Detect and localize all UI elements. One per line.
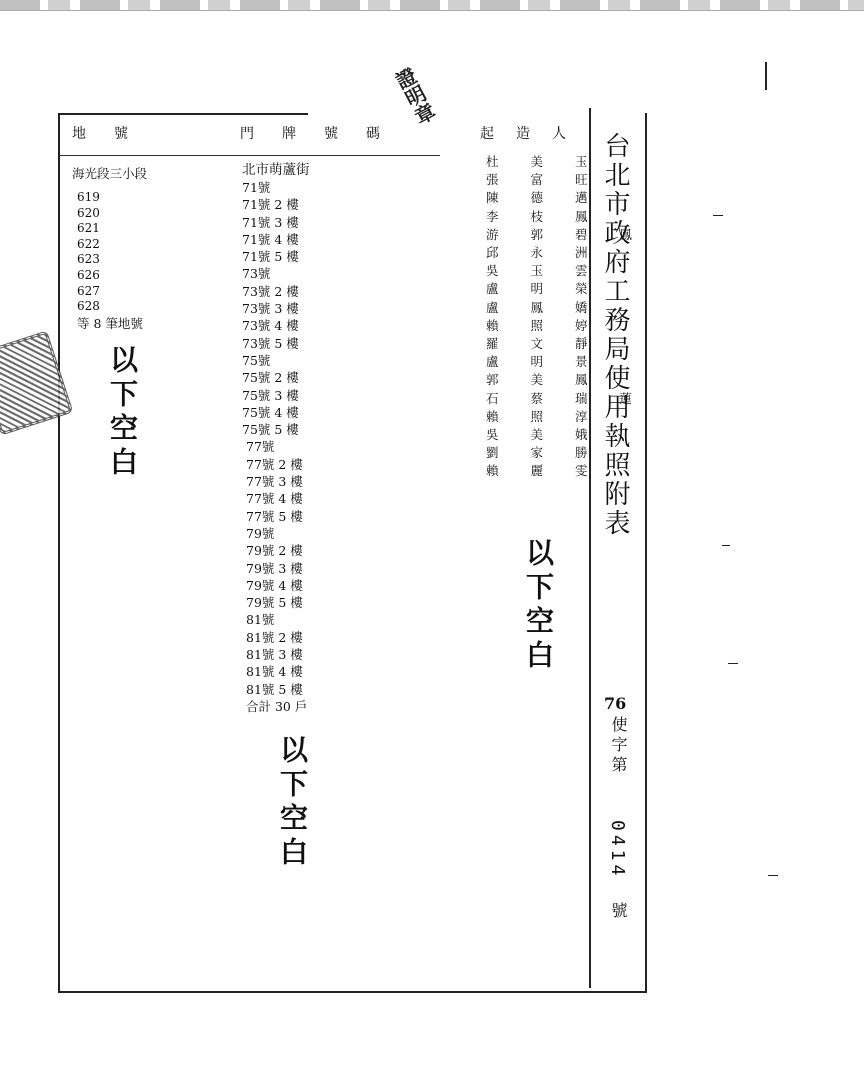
blank-mark-builder: 以下空白 xyxy=(522,538,555,674)
address-row: 73號 3 樓 xyxy=(242,301,299,317)
builder-row: 游 郭 碧 鳳 xyxy=(486,226,646,242)
address-row: 73號 5 樓 xyxy=(242,335,299,351)
address-row: 73號 4 樓 xyxy=(242,318,299,334)
builder-row: 盧 鳳 嬌 xyxy=(486,299,602,315)
blank-mark-address: 以下空白 xyxy=(276,735,309,871)
scan-artifact-top-edge xyxy=(0,0,864,11)
address-row: 73號 xyxy=(242,266,271,282)
address-row: 77號 2 樓 xyxy=(246,456,303,472)
builder-row: 羅 文 靜 xyxy=(486,336,602,352)
lot-number: 626 xyxy=(77,267,100,282)
address-list xyxy=(242,162,310,715)
address-row: 81號 xyxy=(246,612,275,628)
form-top-line xyxy=(58,113,308,115)
scan-mark xyxy=(728,663,738,664)
scan-mark xyxy=(722,545,730,546)
address-row: 81號 2 樓 xyxy=(246,629,303,645)
builder-row: 劉 家 勝 xyxy=(486,445,602,461)
form-title: 台北市政府工務局使用執照附表 xyxy=(600,132,630,538)
address-row: 77號 3 樓 xyxy=(246,474,303,490)
builder-row: 賴 照 淳 xyxy=(486,408,602,424)
lot-section: 海光段三小段 xyxy=(72,166,148,181)
address-row: 79號 4 樓 xyxy=(246,577,303,593)
permit-suffix: 號 xyxy=(609,902,628,922)
address-row: 81號 5 樓 xyxy=(246,681,303,697)
address-row: 79號 xyxy=(246,525,275,541)
address-row: 71號 2 樓 xyxy=(242,197,299,213)
builder-row: 杜 美 玉 xyxy=(486,154,602,169)
address-rows xyxy=(242,179,310,715)
address-row: 71號 3 樓 xyxy=(242,214,299,230)
permit-number: 0414 xyxy=(607,820,628,880)
address-street: 北市萌蘆街 xyxy=(242,162,310,178)
scan-mark xyxy=(713,215,723,216)
builder-row: 盧 明 景 xyxy=(486,354,602,370)
lot-number-list xyxy=(77,190,100,315)
builder-row: 石 蔡 瑞 蓮 xyxy=(486,390,646,406)
address-row: 75號 xyxy=(242,352,271,368)
header-address: 門牌號碼 xyxy=(240,126,408,142)
header-underline xyxy=(60,155,440,156)
lot-number: 622 xyxy=(77,236,100,251)
builder-row: 吳 美 娥 xyxy=(486,427,602,443)
address-row: 81號 4 樓 xyxy=(246,664,303,680)
address-row: 79號 2 樓 xyxy=(246,543,303,559)
builder-row: 李 枝 鳳 xyxy=(486,208,602,224)
address-row: 75號 2 樓 xyxy=(242,370,299,386)
address-row: 77號 xyxy=(246,439,275,455)
scan-mark xyxy=(765,62,767,90)
address-row: 75號 3 樓 xyxy=(242,387,299,403)
address-row: 77號 5 樓 xyxy=(246,508,303,524)
builder-row: 吳 玉 雲 xyxy=(486,263,602,279)
blank-mark-lot: 以下空白 xyxy=(106,345,139,481)
address-row: 71號 xyxy=(242,180,271,195)
address-row: 79號 5 樓 xyxy=(246,595,303,611)
lot-total: 等 8 筆地號 xyxy=(77,316,143,331)
address-row: 合計 30 戶 xyxy=(246,698,308,714)
header-lot: 地號 xyxy=(72,126,156,142)
address-row: 81號 3 樓 xyxy=(246,647,303,663)
builder-row: 郭 美 鳳 xyxy=(486,372,602,388)
address-row: 71號 5 樓 xyxy=(242,249,299,265)
address-row: 75號 5 樓 xyxy=(242,422,299,438)
address-row: 71號 4 樓 xyxy=(242,231,299,247)
address-row: 73號 2 樓 xyxy=(242,283,299,299)
builder-row: 賴 麗 雯 xyxy=(486,463,602,479)
lot-number: 620 xyxy=(77,205,100,220)
builder-row: 張 富 旺 xyxy=(486,172,602,188)
builder-row: 陳 德 邁 xyxy=(486,190,602,206)
lot-number: 621 xyxy=(77,221,100,236)
permit-year: 76 xyxy=(604,694,627,713)
address-row: 79號 3 樓 xyxy=(246,560,303,576)
scan-mark xyxy=(768,875,778,876)
permit-prefix: 使字第 xyxy=(609,716,628,776)
address-row: 75號 4 樓 xyxy=(242,404,299,420)
header-builder: 起造人 xyxy=(480,126,588,142)
lot-number: 628 xyxy=(77,299,100,314)
builder-row: 賴 照 婷 xyxy=(486,317,602,333)
builder-row: 盧 明 榮 xyxy=(486,281,602,297)
lot-number: 619 xyxy=(77,190,100,204)
lot-number: 627 xyxy=(77,283,100,298)
address-row: 77號 4 樓 xyxy=(246,491,303,507)
approval-stamp: 證明章 xyxy=(389,64,439,129)
lot-number: 623 xyxy=(77,252,100,267)
builder-row: 邱 永 洲 xyxy=(486,245,602,261)
